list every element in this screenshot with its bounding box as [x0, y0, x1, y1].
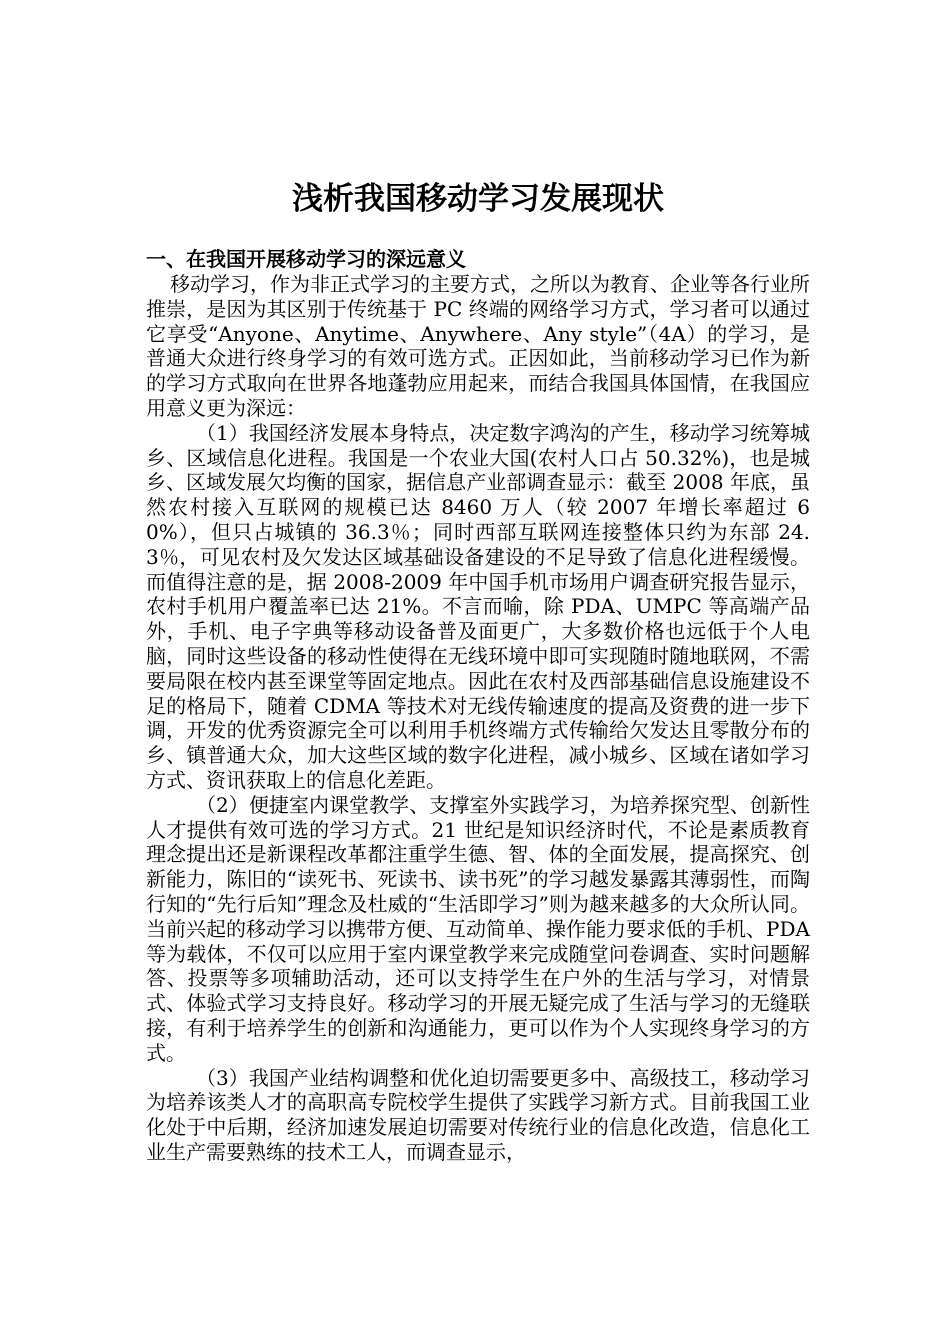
paragraph-point-3: （3）我国产业结构调整和优化迫切需要更多中、高级技工，移动学习为培养该类人才的高职高专院校学生提供了实践学习新方式。目前我国工业化处于中后期，经济加速发展迫切需要对传统行业的信息化改造，信息化工业生产需要熟练的技术工人，而调查显示， [146, 1065, 810, 1164]
paragraph-point-1: （1）我国经济发展本身特点，决定数字鸿沟的产生，移动学习统筹城乡、区域信息化进程。我国是一个农业大国(农村人口占 50.32%)，也是城乡、区域发展欠均衡的国家，据信息产业部调查显示：截至 2008 年底，虽然农村接入互联网的规模已达 8460 万人（较 2007 年增长率超过 60%），但只占城镇的 36.3％；同时西部互联网连接整体只约为东部 24.3％，可见农村及欠发达区域基础设备建设的不足导致了信息化进程缓慢。而值得注意的是，据 2008-2009 年中国手机市场用户调查研究报告显示，农村手机用户覆盖率已达 21%。不言而喻，除 PDA、UMPC 等高端产品外，手机、电子字典等移动设备普及面更广，大多数价格也远低于个人电脑，同时这些设备的移动性使得在无线环境中即可实现随时随地联网，不需要局限在校内甚至课堂等固定地点。因此在农村及西部基础信息设施建设不足的格局下，随着 CDMA 等技术对无线传输速度的提高及资费的进一步下调，开发的优秀资源完全可以利用手机终端方式传输给欠发达且零散分布的乡、镇普通大众，加大这些区域的数字化进程，减小城乡、区域在诸如学习方式、资讯获取上的信息化差距。 [146, 420, 810, 792]
section-heading: 一、在我国开展移动学习的深远意义 [146, 247, 466, 271]
paragraph-intro: 移动学习，作为非正式学习的主要方式，之所以为教育、企业等各行业所推崇，是因为其区别于传统基于 PC 终端的网络学习方式，学习者可以通过它享受“Anyone、Anytime、Anywhere、Any style”（4A）的学习，是普通大众进行终身学习的有效可选方式。正因如此，当前移动学习已作为新的学习方式取向在世界各地蓬勃应用起来，而结合我国具体国情，在我国应用意义更为深远： [146, 272, 810, 420]
paragraph-point-2: （2）便捷室内课堂教学、支撑室外实践学习，为培养探究型、创新性人才提供有效可选的学习方式。21 世纪是知识经济时代，不论是素质教育理念提出还是新课程改革都注重学生德、智、体的全面发展，提高探究、创新能力，陈旧的“读死书、死读书、读书死”的学习越发暴露其薄弱性，而陶行知的“先行后知”理念及杜威的“生活即学习”则为越来越多的大众所认同。当前兴起的移动学习以携带方便、互动简单、操作能力要求低的手机、PDA 等为载体，不仅可以应用于室内课堂教学来完成随堂问卷调查、实时问题解答、投票等多项辅助活动，还可以支持学生在户外的生活与学习，对情景式、体验式学习支持良好。移动学习的开展无疑完成了生活与学习的无缝联接，有利于培养学生的创新和沟通能力，更可以作为个人实现终身学习的方式。 [146, 792, 810, 1065]
document-title: 浅析我国移动学习发展现状 [292, 181, 664, 217]
document-body [146, 272, 810, 1165]
